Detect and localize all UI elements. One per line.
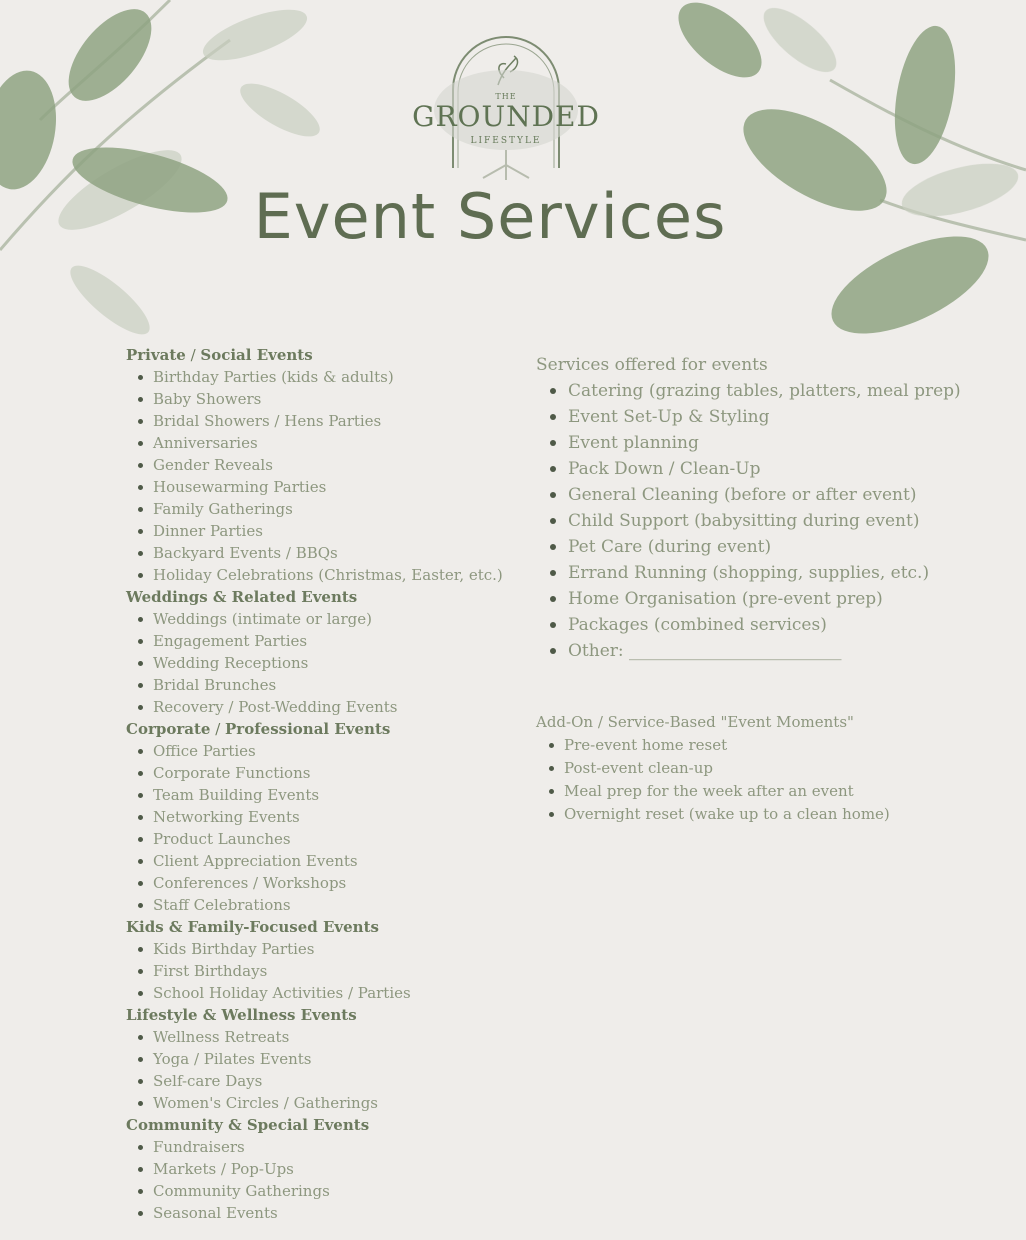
list-item: Backyard Events / BBQs	[126, 542, 526, 564]
list-item: Child Support (babysitting during event)	[536, 508, 1006, 534]
list-item: Errand Running (shopping, supplies, etc.)	[536, 560, 1006, 586]
list-item: Pack Down / Clean-Up	[536, 456, 1006, 482]
list-item: Engagement Parties	[126, 630, 526, 652]
brand-logo	[398, 30, 614, 190]
list-item: Catering (grazing tables, platters, meal prep)	[536, 378, 1006, 404]
list-item: Post-event clean-up	[536, 757, 1006, 780]
category-list	[126, 608, 526, 718]
category-list	[126, 938, 526, 1004]
list-item: Client Appreciation Events	[126, 850, 526, 872]
list-item: Staff Celebrations	[126, 894, 526, 916]
addon-list	[536, 734, 1006, 826]
list-item: Wellness Retreats	[126, 1026, 526, 1048]
list-item: First Birthdays	[126, 960, 526, 982]
category-heading: Corporate / Professional Events	[126, 720, 391, 738]
list-item: Corporate Functions	[126, 762, 526, 784]
brand-name: GROUNDED	[412, 100, 600, 133]
list-item: Self-care Days	[126, 1070, 526, 1092]
brand-the: THE	[495, 92, 517, 101]
list-item: Yoga / Pilates Events	[126, 1048, 526, 1070]
list-item: Women's Circles / Gatherings	[126, 1092, 526, 1114]
list-item: Seasonal Events	[126, 1202, 526, 1224]
list-item: Dinner Parties	[126, 520, 526, 542]
services-offered	[536, 352, 1006, 664]
list-item: Fundraisers	[126, 1136, 526, 1158]
list-item: Event planning	[536, 430, 1006, 456]
list-item: Networking Events	[126, 806, 526, 828]
category-heading: Lifestyle & Wellness Events	[126, 1006, 357, 1024]
list-item: Overnight reset (wake up to a clean home)	[536, 803, 1006, 826]
services-list	[536, 378, 1006, 664]
list-item: Event Set-Up & Styling	[536, 404, 1006, 430]
list-item: Pet Care (during event)	[536, 534, 1006, 560]
services-heading: Services offered for events	[536, 355, 768, 375]
list-item: Housewarming Parties	[126, 476, 526, 498]
list-item: Markets / Pop-Ups	[126, 1158, 526, 1180]
category-heading: Community & Special Events	[126, 1116, 370, 1134]
brand-tagline: LIFESTYLE	[470, 136, 542, 146]
category-list	[126, 1136, 526, 1224]
list-item: Product Launches	[126, 828, 526, 850]
list-item: Family Gatherings	[126, 498, 526, 520]
list-item: Weddings (intimate or large)	[126, 608, 526, 630]
list-item: Holiday Celebrations (Christmas, Easter, etc.)	[126, 564, 526, 586]
list-item: General Cleaning (before or after event)	[536, 482, 1006, 508]
list-item: Gender Reveals	[126, 454, 526, 476]
category-list	[126, 1026, 526, 1114]
list-item: Home Organisation (pre-event prep)	[536, 586, 1006, 612]
list-item: Team Building Events	[126, 784, 526, 806]
list-item: Wedding Receptions	[126, 652, 526, 674]
list-item: Packages (combined services)	[536, 612, 1006, 638]
list-item: Baby Showers	[126, 388, 526, 410]
event-categories	[126, 344, 526, 1224]
list-item: Community Gatherings	[126, 1180, 526, 1202]
list-item: Anniversaries	[126, 432, 526, 454]
category-heading: Weddings & Related Events	[126, 588, 358, 606]
category-list	[126, 366, 526, 586]
list-item: Pre-event home reset	[536, 734, 1006, 757]
category-list	[126, 740, 526, 916]
list-item: Conferences / Workshops	[126, 872, 526, 894]
list-item: Recovery / Post-Wedding Events	[126, 696, 526, 718]
list-item: Birthday Parties (kids & adults)	[126, 366, 526, 388]
list-item: Bridal Brunches	[126, 674, 526, 696]
list-item: Kids Birthday Parties	[126, 938, 526, 960]
list-item: Office Parties	[126, 740, 526, 762]
addon-moments	[536, 711, 1006, 826]
category-heading: Kids & Family-Focused Events	[126, 918, 379, 936]
list-item-other: Other: _________________________	[536, 638, 1006, 664]
list-item: Meal prep for the week after an event	[536, 780, 1006, 803]
page-title: Event Services	[253, 180, 727, 253]
list-item: Bridal Showers / Hens Parties	[126, 410, 526, 432]
category-heading: Private / Social Events	[126, 346, 313, 364]
list-item: School Holiday Activities / Parties	[126, 982, 526, 1004]
addon-heading: Add-On / Service-Based "Event Moments"	[536, 713, 854, 731]
